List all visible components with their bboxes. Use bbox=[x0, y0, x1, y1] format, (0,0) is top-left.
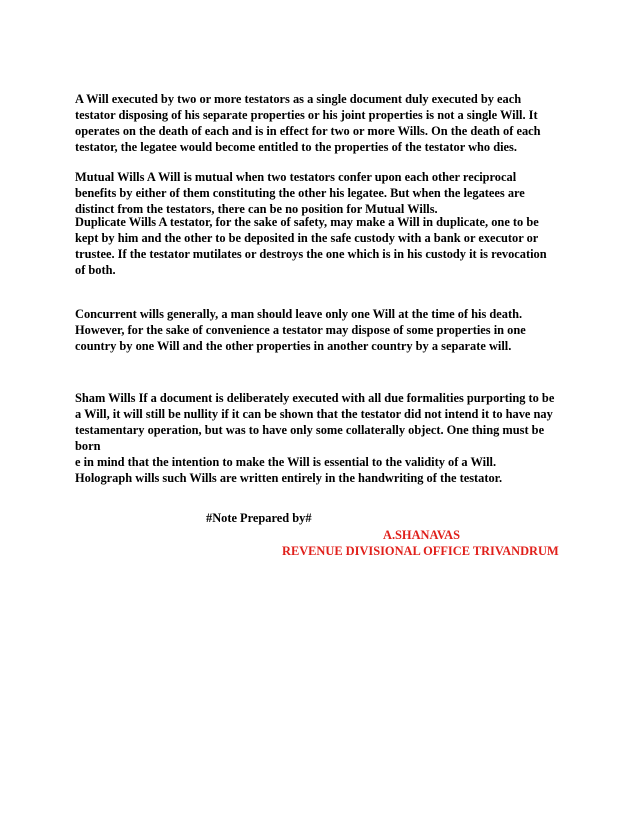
paragraph-sham-wills: Sham Wills If a document is deliberately executed with all due formalities purporting to be a Will, it will still be nullity if it can be shown that the testator did not intend it to have nay testamentary operation, but was to have only some collaterally object. One thing must be born e in mind that the intention to make the Will is essential to the validity of a Will. Holograph wills such Wills are written entirely in the handwriting of the testator. bbox=[75, 391, 555, 485]
note-prepared-by: #Note Prepared by# bbox=[206, 511, 312, 525]
paragraph-mutual-wills: Mutual Wills A Will is mutual when two testators confer upon each other reciprocal benefits by either of them constituting the other his legatee. But when the legatees are distinct from the testators, there can be no position for Mutual Wills. bbox=[75, 170, 525, 216]
paragraph-duplicate-wills: Duplicate Wills A testator, for the sake of safety, may make a Will in duplicate, one to be kept by him and the other to be deposited in the safe custody with a bank or executor or trustee. If the testator mutilates or destroys the one which is in his custody it is revocation of both. bbox=[75, 215, 547, 277]
office-name: REVENUE DIVISIONAL OFFICE TRIVANDRUM bbox=[282, 544, 559, 558]
author-name: A.SHANAVAS bbox=[383, 528, 461, 542]
paragraph-concurrent-wills: Concurrent wills generally, a man should leave only one Will at the time of his death. However, for the sake of convenience a testator may dispose of some properties in one country by one Will and the other properties in another country by a separate will. bbox=[75, 307, 526, 353]
paragraph-joint-will: A Will executed by two or more testators as a single document duly executed by each testator disposing of his separate properties or his joint properties is not a single Will. It operates on the death of each and is in effect for two or more Wills. On the death of each testator, the legatee would become entitled to the properties of the testator who dies. bbox=[75, 92, 541, 154]
